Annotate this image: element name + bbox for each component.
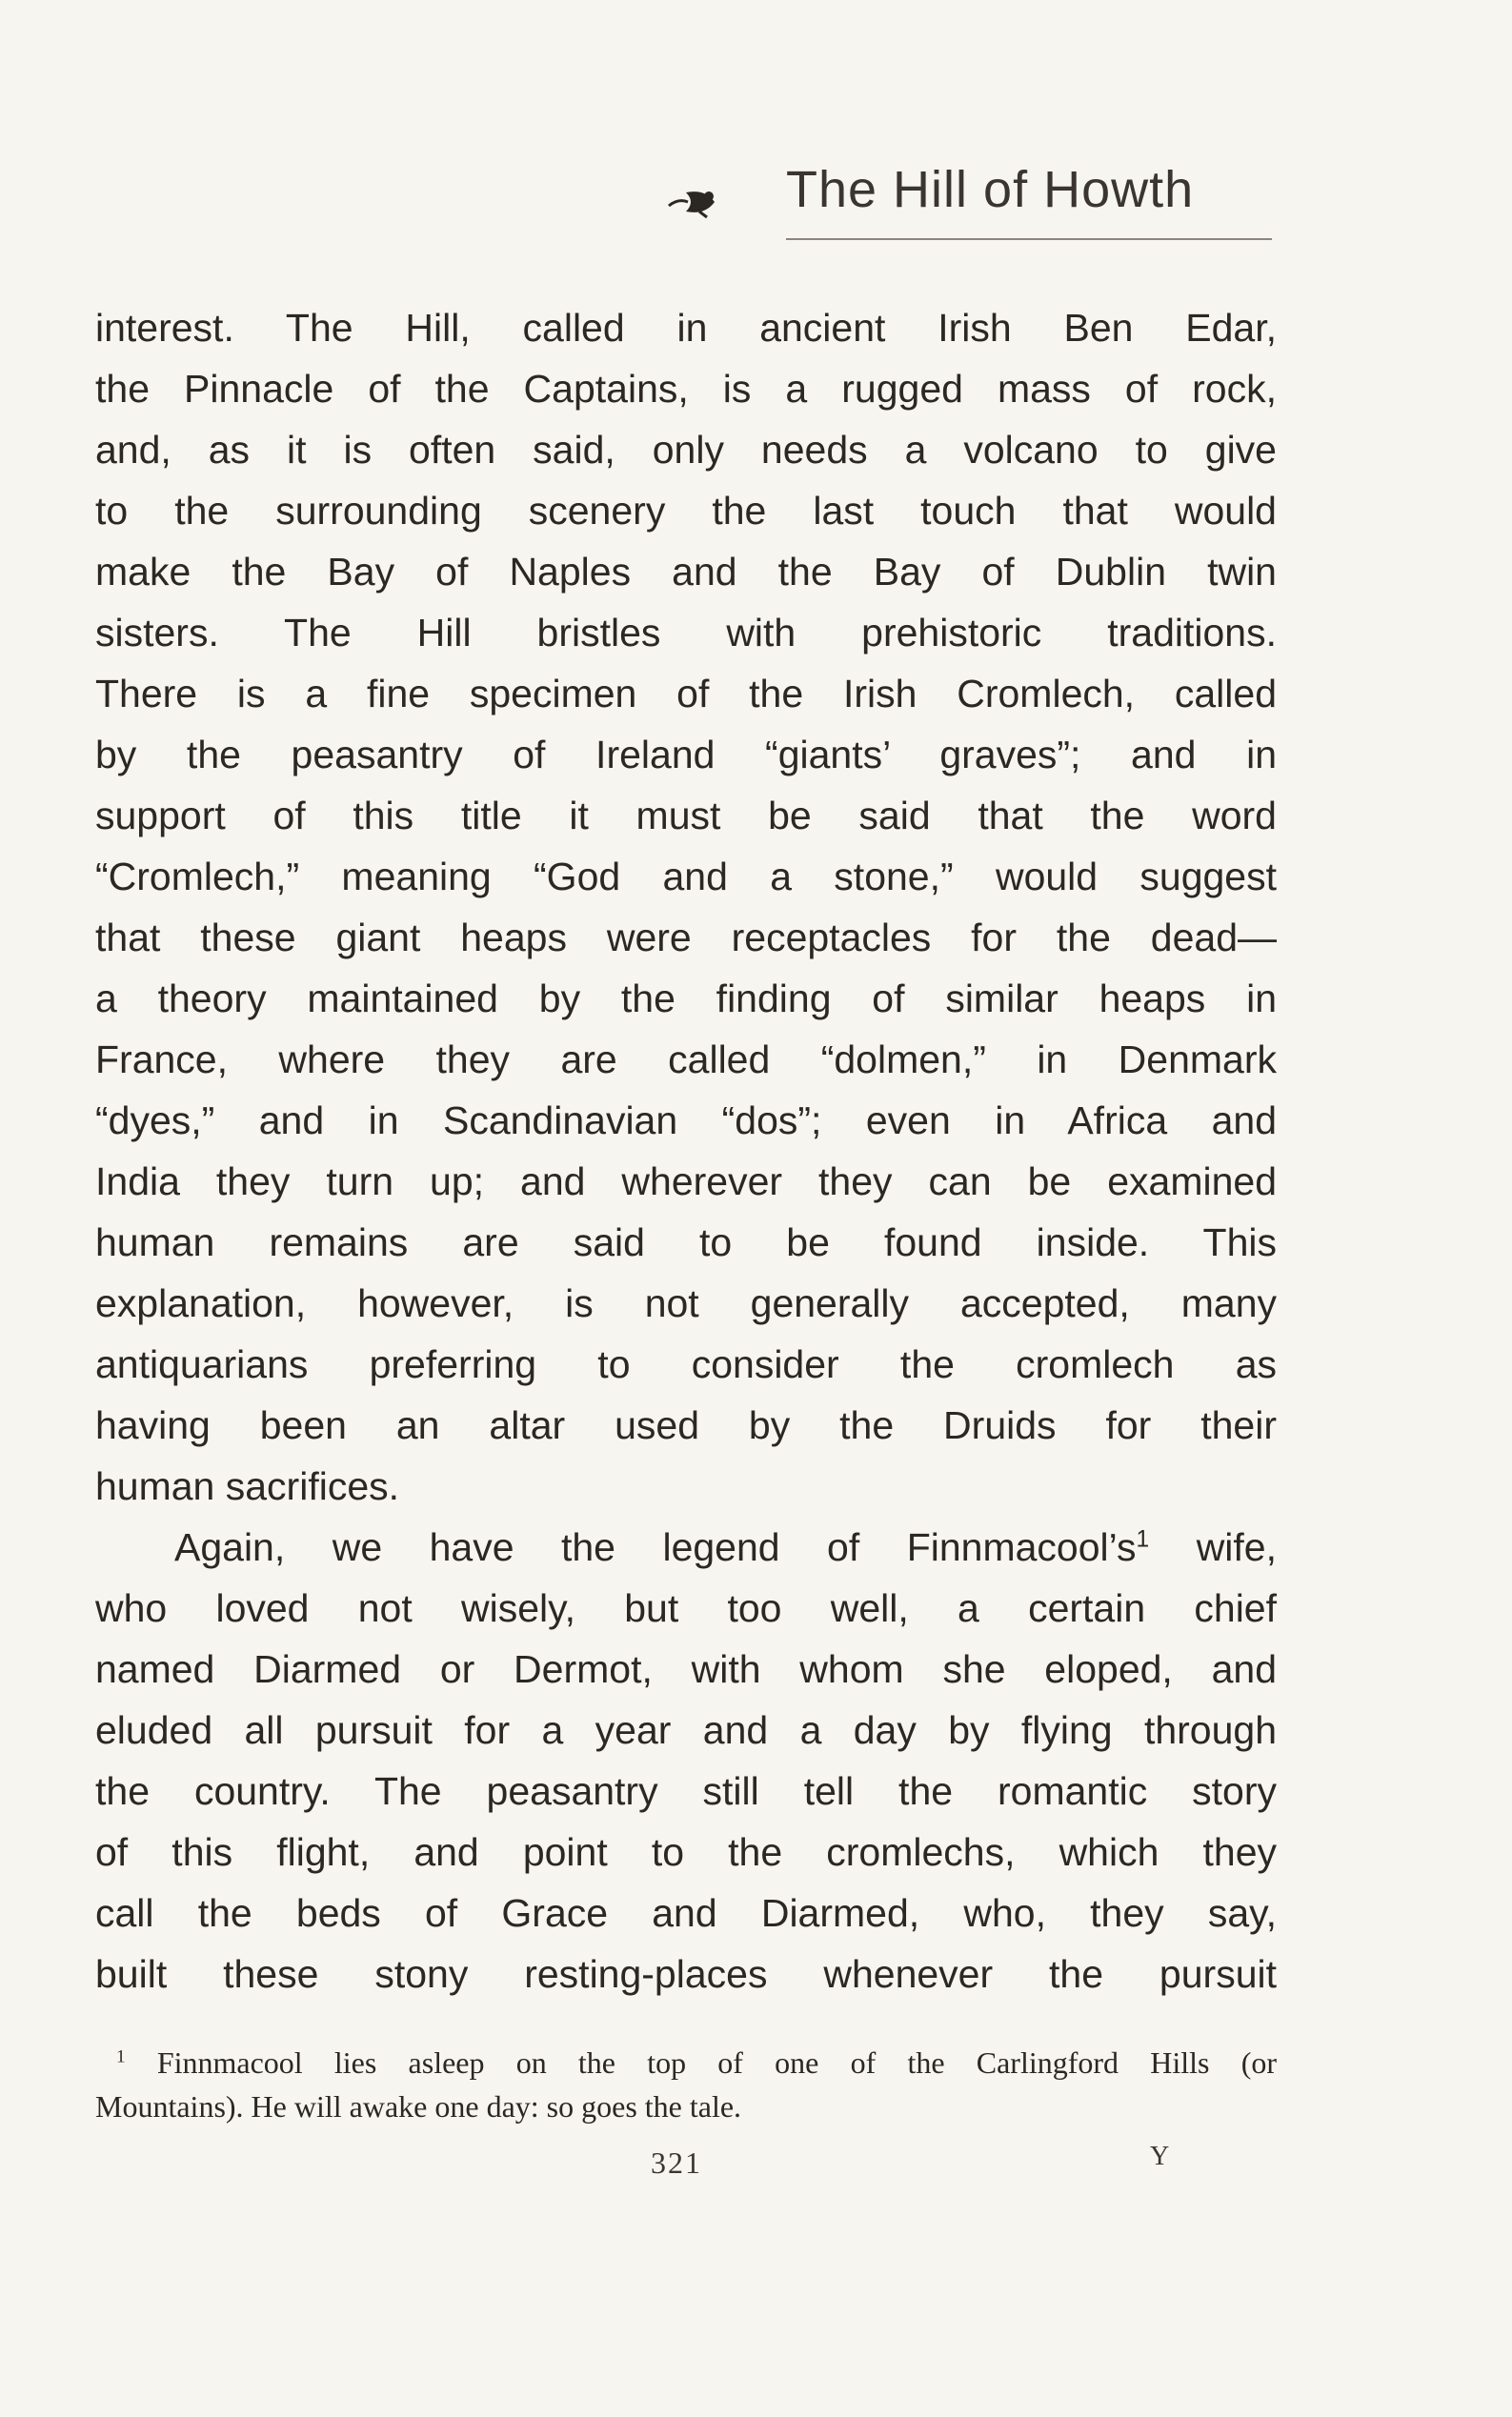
footnote-line: Mountains). He will awake one day: so goes the tale.: [95, 2089, 742, 2124]
text-line: who loved not wisely, but too well, a certain chief: [95, 1586, 1277, 1630]
text-line: having been an altar used by the Druids for their: [95, 1403, 1277, 1447]
running-title: The Hill of Howth: [786, 161, 1195, 218]
text-line: human sacrifices.: [95, 1464, 400, 1508]
footnote-text: Finnmacool lies asleep on the top of one of the Carlingford Hills (or: [156, 2045, 1278, 2080]
text-line: sisters. The Hill bristles with prehistoric traditions.: [95, 611, 1277, 655]
footnote-marker: 1: [116, 2046, 126, 2067]
text-line: that these giant heaps were receptacles for the dead—: [95, 916, 1277, 959]
text-line: the country. The peasantry still tell the romantic story: [95, 1769, 1277, 1813]
text-line: “Cromlech,” meaning “God and a stone,” would suggest: [95, 855, 1277, 898]
text-line: explanation, however, is not generally accepted, many: [95, 1281, 1277, 1325]
text-line: by the peasantry of Ireland “giants’ graves”; and in: [95, 733, 1277, 776]
text-segment: wife,: [1149, 1525, 1277, 1569]
text-line: India they turn up; and wherever they can be examined: [95, 1159, 1277, 1203]
text-line: and, as it is often said, only needs a volcano to give: [95, 428, 1277, 472]
running-head: [667, 160, 1277, 246]
text-line: named Diarmed or Dermot, with whom she eloped, and: [95, 1647, 1277, 1691]
text-line: to the surrounding scenery the last touch that would: [95, 489, 1277, 533]
text-line: antiquarians preferring to consider the cromlech as: [95, 1342, 1277, 1386]
signature-mark: Y: [1150, 2142, 1170, 2171]
text-line: human remains are said to be found inside. This: [95, 1220, 1277, 1264]
text-line: make the Bay of Naples and the Bay of Dublin twin: [95, 550, 1277, 594]
text-line: “dyes,” and in Scandinavian “dos”; even in Africa and: [95, 1098, 1277, 1142]
footnote: [95, 2041, 1277, 2128]
text-line: of this flight, and point to the cromlechs, which they: [95, 1830, 1277, 1874]
fleuron-icon: [667, 185, 724, 219]
header-rule: [786, 238, 1272, 240]
text-line: There is a fine specimen of the Irish Cromlech, called: [95, 672, 1277, 715]
text-line: interest. The Hill, called in ancient Irish Ben Edar,: [95, 306, 1277, 350]
text-line: the Pinnacle of the Captains, is a rugged mass of rock,: [95, 367, 1277, 411]
page-number: 321: [651, 2145, 702, 2180]
body-text: [95, 297, 1277, 2004]
footnote-line: [95, 2041, 1277, 2085]
text-segment: Again, we have the legend of Finnmacool’s: [174, 1525, 1137, 1569]
text-line: eluded all pursuit for a year and a day by flying through: [95, 1708, 1277, 1752]
text-line: a theory maintained by the finding of similar heaps in: [95, 977, 1277, 1020]
text-line-with-footnote-ref: [95, 1517, 1277, 1578]
text-line: call the beds of Grace and Diarmed, who, they say,: [95, 1891, 1277, 1935]
text-line: support of this title it must be said that the word: [95, 794, 1277, 837]
text-line: France, where they are called “dolmen,” in Denmark: [95, 1037, 1277, 1081]
footnote-reference: 1: [1136, 1526, 1150, 1553]
text-line: built these stony resting-places whenever the pursuit: [95, 1952, 1277, 1996]
